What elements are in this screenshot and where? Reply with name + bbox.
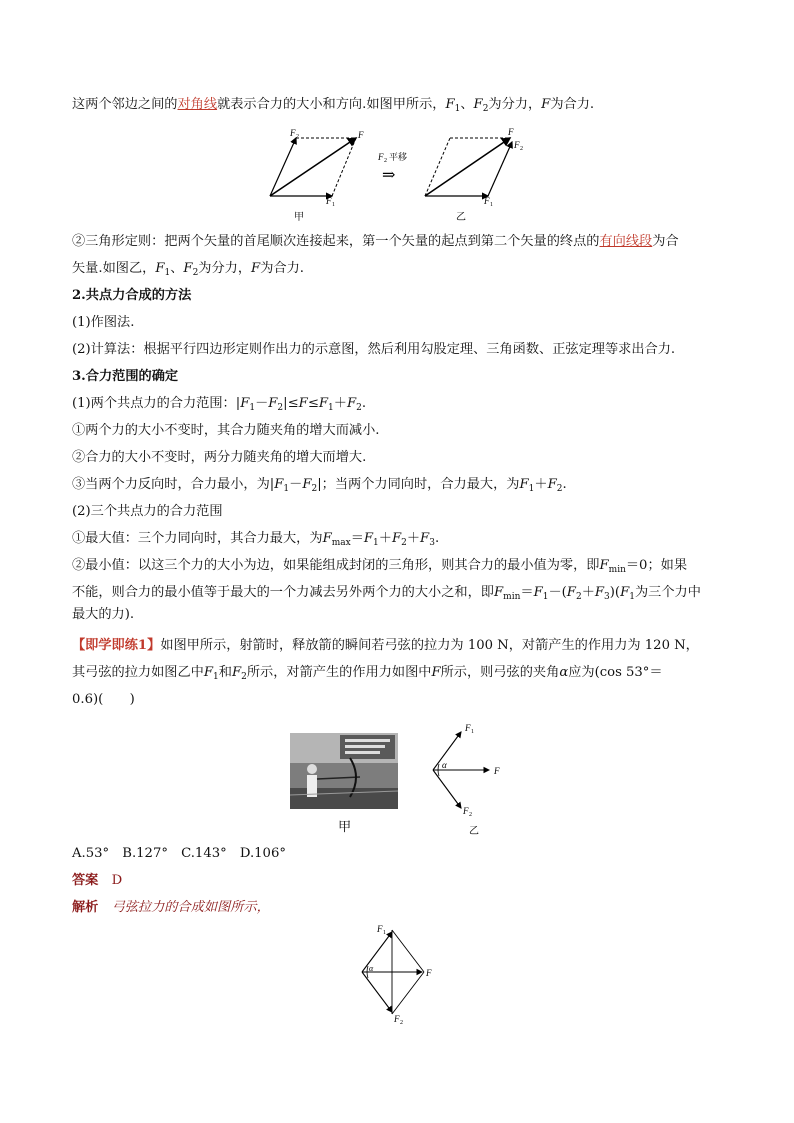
svg-text:2: 2	[520, 146, 523, 152]
svg-text:2: 2	[469, 812, 472, 818]
svg-text:⇒: ⇒	[382, 167, 396, 184]
question-line-2: 其弓弦的拉力如图乙中$F_1$和$F_2$所示，对箭产生的作用力如图中F所示，则弓弦的夹角α应为(cos 53°＝	[72, 665, 663, 682]
section-heading-range: 3.合力范围的确定	[72, 369, 179, 384]
answer-line	[72, 871, 122, 891]
diagonal-link[interactable]: 对角线	[177, 97, 218, 112]
svg-text:1: 1	[490, 202, 493, 208]
analysis-line: 解析 弓弦拉力的合成如图所示，	[72, 900, 270, 915]
svg-text:2: 2	[400, 1020, 403, 1026]
svg-text:F: F	[377, 924, 383, 934]
svg-text:F: F	[465, 723, 471, 733]
svg-text:2: 2	[296, 134, 299, 140]
method-drawing: (1)作图法.	[72, 315, 135, 330]
question-line-3: 0.6)( )	[72, 692, 135, 707]
svg-text:1: 1	[471, 729, 474, 735]
resultant-rhombus-figure	[350, 922, 450, 1026]
svg-text:α: α	[442, 760, 447, 770]
figure-label-yi: 乙	[456, 212, 466, 223]
range-note-2: ②合力的大小不变时，两分力随夹角的增大而增大.	[72, 450, 367, 465]
svg-text:F: F	[394, 1014, 400, 1024]
analysis-label: 解析	[72, 900, 99, 915]
range-three-forces: (2)三个共点力的合力范围	[72, 504, 223, 519]
parallelogram-rule-text: 这两个邻边之间的对角线就表示合力的大小和方向.如图甲所示，$F_1$、$F_2$为分力，F为合力.	[72, 97, 595, 114]
range-two-forces: (1)两个共点力的合力范围：$|F_1-F_2|\le F\le F_1+F_2$.	[72, 396, 367, 413]
range-max: ①最大值：三个力同向时，其合力最大，为$F_{max}=F_1+F_2+F_3$.	[72, 531, 440, 548]
range-min-2: 不能，则合力的最小值等于最大的一个力减去另外两个力的大小之和，即$F_{min}=F_1-(F_2+F_3)(F_1$为三个力中	[72, 585, 701, 602]
bow-force-diagram	[425, 718, 515, 838]
range-note-3: ③当两个力反向时，合力最小，为$|F_1-F_2|$；当两个力同向时，合力最大，为$F_1+F_2$.	[72, 477, 567, 494]
answer-label: 答案	[72, 873, 99, 888]
practice-tag: 【即学即练1】	[72, 638, 161, 653]
svg-text:α: α	[369, 964, 374, 973]
figure2-label-jia: 甲	[338, 820, 352, 835]
range-min-3: 最大的力).	[72, 607, 135, 622]
svg-text:1: 1	[383, 930, 386, 936]
svg-text:F: F	[494, 766, 500, 776]
range-min: ②最小值：以这三个力的大小为边，如果能组成封闭的三角形，则其合力的最小值为零，即$F_{min}=0$；如果	[72, 558, 688, 575]
answer-choices: A.53° B.127° C.143° D.106°	[72, 846, 286, 861]
svg-text:F: F	[484, 196, 490, 206]
svg-text:F: F	[426, 968, 432, 978]
svg-text:F: F	[463, 806, 469, 816]
svg-text:F: F	[508, 127, 514, 137]
range-note-1: ①两个力的大小不变时，其合力随夹角的增大而减小.	[72, 423, 380, 438]
svg-text:F: F	[378, 152, 384, 162]
svg-text:乙: 乙	[469, 826, 479, 837]
figure-label-jia: 甲	[294, 212, 304, 223]
parallelogram-triangle-figure	[260, 124, 540, 224]
svg-text:平移: 平移	[389, 152, 408, 162]
section-heading-methods: 2.共点力合成的方法	[72, 288, 192, 303]
svg-text:F: F	[358, 130, 364, 140]
method-calculation: (2)计算法：根据平行四边形定则作出力的示意图，然后利用勾股定理、三角函数、正弦定理等求出合力.	[72, 342, 676, 357]
triangle-rule-text-2: 矢量.如图乙，$F_1$、$F_2$为分力，F为合力.	[72, 261, 304, 278]
svg-text:F: F	[326, 196, 332, 206]
archery-photo	[290, 733, 398, 809]
directed-segment-link[interactable]: 有向线段	[599, 234, 653, 249]
question-line-1: 【即学即练1】如图甲所示，射箭时，释放箭的瞬间若弓弦的拉力为 100 N，对箭产生的作用力为 120 N，	[72, 638, 699, 653]
svg-text:1: 1	[332, 202, 335, 208]
answer-value: D	[111, 873, 123, 888]
svg-text:2: 2	[384, 158, 387, 164]
svg-text:F: F	[290, 128, 296, 138]
triangle-rule-text: ②三角形定则：把两个矢量的首尾顺次连接起来，第一个矢量的起点到第二个矢量的终点的有向线段为合	[72, 234, 679, 249]
svg-text:F: F	[514, 140, 520, 150]
